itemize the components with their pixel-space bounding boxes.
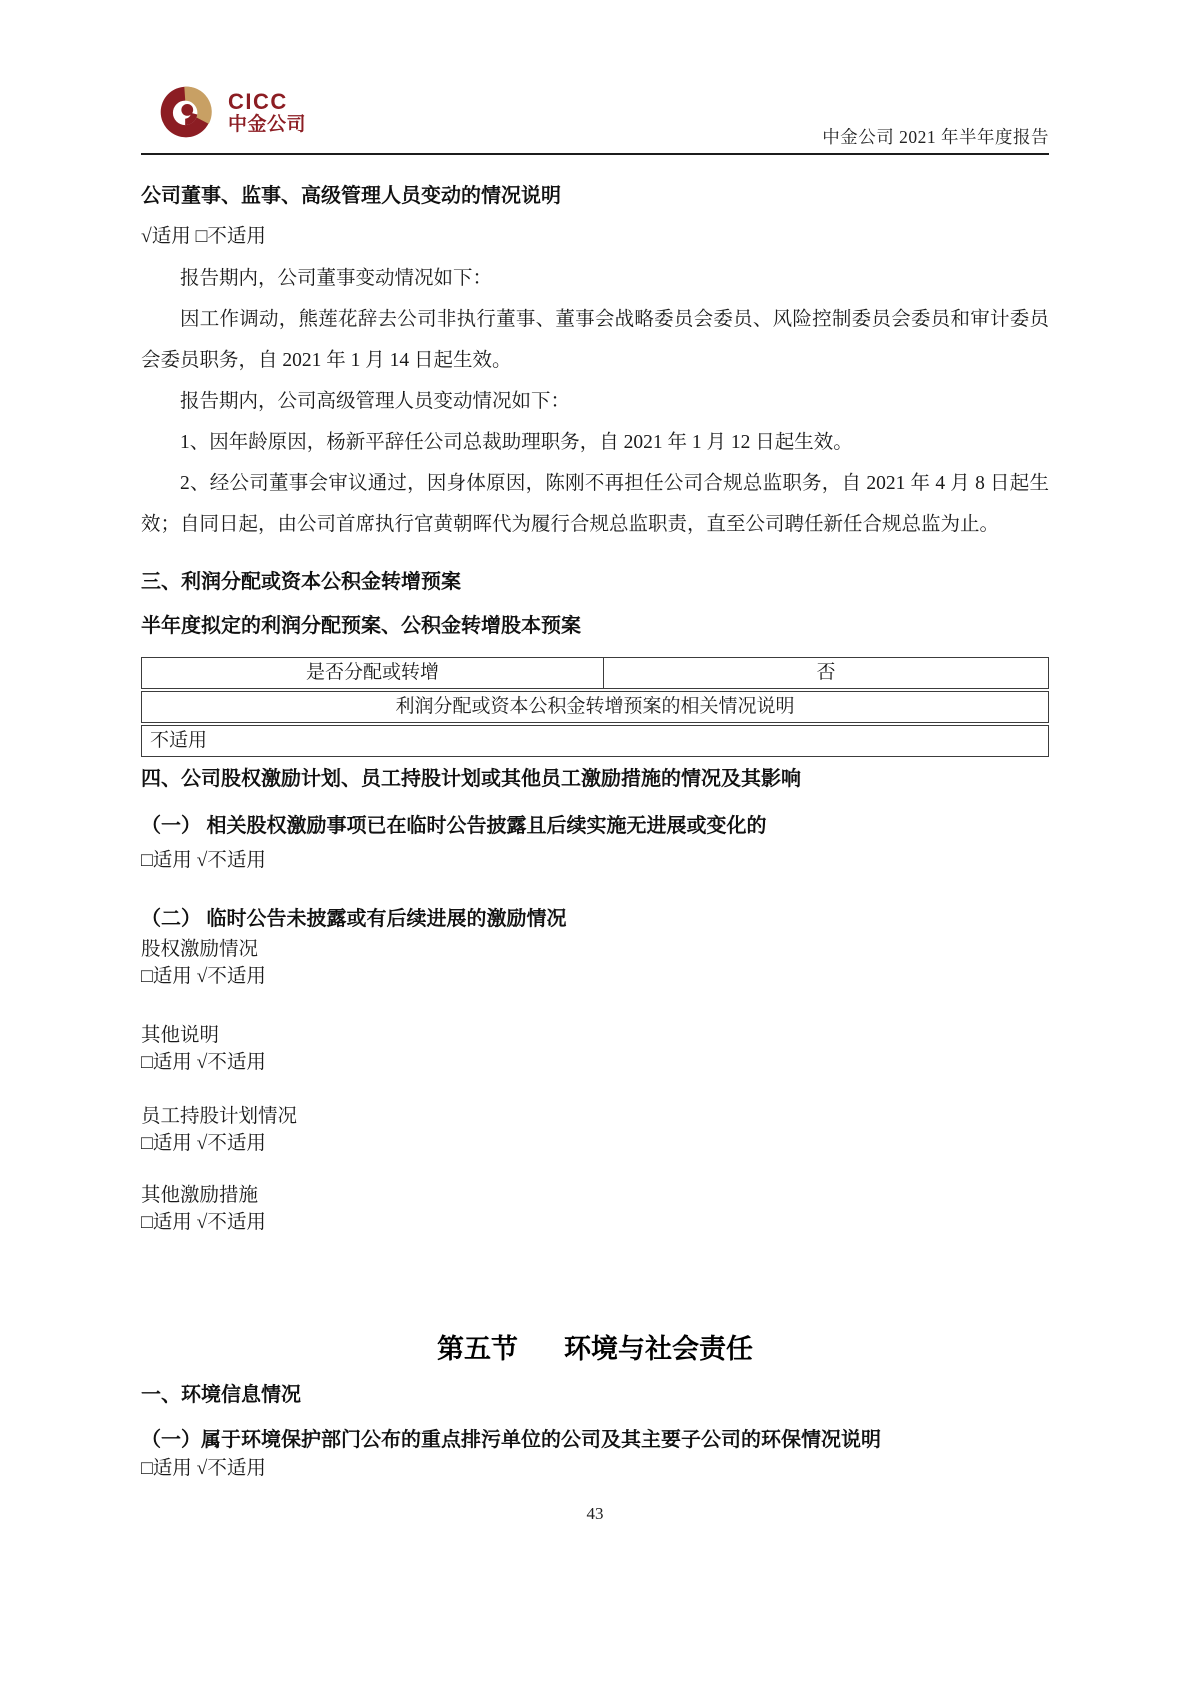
section5-number: 第五节: [437, 1334, 518, 1364]
dividend-question-cell: 是否分配或转增: [142, 658, 604, 688]
dividend-note-value-cell: 不适用: [150, 730, 208, 751]
incentive-item-applicability: □适用 √不适用: [141, 1052, 266, 1073]
dividend-table: [141, 657, 1049, 757]
env-applicability: □适用 √不适用: [141, 1458, 266, 1479]
report-title: 中金公司 2021 年半年度报告: [822, 127, 1049, 147]
cicc-logo: [159, 84, 306, 140]
incentive-sub1-heading: （一） 相关股权激励事项已在临时公告披露且后续实施无进展或变化的: [141, 815, 767, 837]
logo-cicc-text: CICC: [228, 88, 288, 114]
incentive-item-label: 其他说明: [141, 1025, 220, 1046]
logo-wordmark: [228, 88, 307, 135]
cicc-logo-mark-icon: [159, 84, 213, 140]
incentive-item-applicability: □适用 √不适用: [141, 966, 266, 987]
gov-paragraph: 2、经公司董事会审议通过，因身体原因，陈刚不再担任公司合规总监职务，自 2021 年 4 月 8 日起生效；自同日起，由公司首席执行官黄朝晖代为履行合规总监职责，直至公司聘任新任合规总监为止。: [141, 473, 1049, 535]
gov-paragraph: 报告期内，公司高级管理人员变动情况如下：: [180, 391, 571, 412]
dividend-note-header-cell: 利润分配或资本公积金转增预案的相关情况说明: [395, 696, 795, 717]
gov-applicability: √适用 □不适用: [141, 226, 266, 247]
env-info-heading: 一、环境信息情况: [141, 1384, 301, 1406]
incentive-item-applicability: □适用 √不适用: [141, 1133, 266, 1154]
incentive-sub2-heading: （二） 临时公告未披露或有后续进展的激励情况: [141, 908, 567, 930]
gov-paragraph: 1、因年龄原因，杨新平辞任公司总裁助理职务，自 2021 年 1 月 12 日起生效。: [180, 432, 853, 453]
incentive-item-label: 股权激励情况: [141, 939, 259, 960]
dividend-table-row: [141, 725, 1049, 757]
profit-subheading: 半年度拟定的利润分配预案、公积金转增股本预案: [141, 615, 581, 637]
incentive-section-heading: 四、公司股权激励计划、员工持股计划或其他员工激励措施的情况及其影响: [141, 768, 801, 790]
dividend-table-row: [141, 657, 1049, 689]
profit-section-heading: 三、利润分配或资本公积金转增预案: [141, 571, 461, 593]
gov-paragraph: 因工作调动，熊莲花辞去公司非执行董事、董事会战略委员会委员、风险控制委员会委员和审计委员会委员职务，自 2021 年 1 月 14 日起生效。: [141, 309, 1049, 371]
dividend-answer-cell: 否: [816, 662, 836, 683]
gov-paragraphs: [141, 258, 1049, 545]
section5-title: [141, 1330, 1049, 1368]
incentive-item-label: 员工持股计划情况: [141, 1106, 298, 1127]
incentive-sub1-applicability: □适用 √不适用: [141, 850, 266, 871]
gov-change-heading: 公司董事、监事、高级管理人员变动的情况说明: [141, 185, 561, 207]
page-header: [141, 0, 1049, 155]
incentive-item-label: 其他激励措施: [141, 1185, 259, 1206]
logo-chinese-text: 中金公司: [228, 113, 307, 135]
page-number: 43: [586, 1504, 604, 1523]
section5-name: 环境与社会责任: [564, 1334, 753, 1364]
env-sub-heading: （一）属于环境保护部门公布的重点排污单位的公司及其主要子公司的环保情况说明: [141, 1429, 881, 1451]
dividend-table-row: [141, 691, 1049, 723]
gov-paragraph: 报告期内，公司董事变动情况如下：: [180, 268, 493, 289]
incentive-item-applicability: □适用 √不适用: [141, 1212, 266, 1233]
page-body: [141, 183, 1049, 1525]
